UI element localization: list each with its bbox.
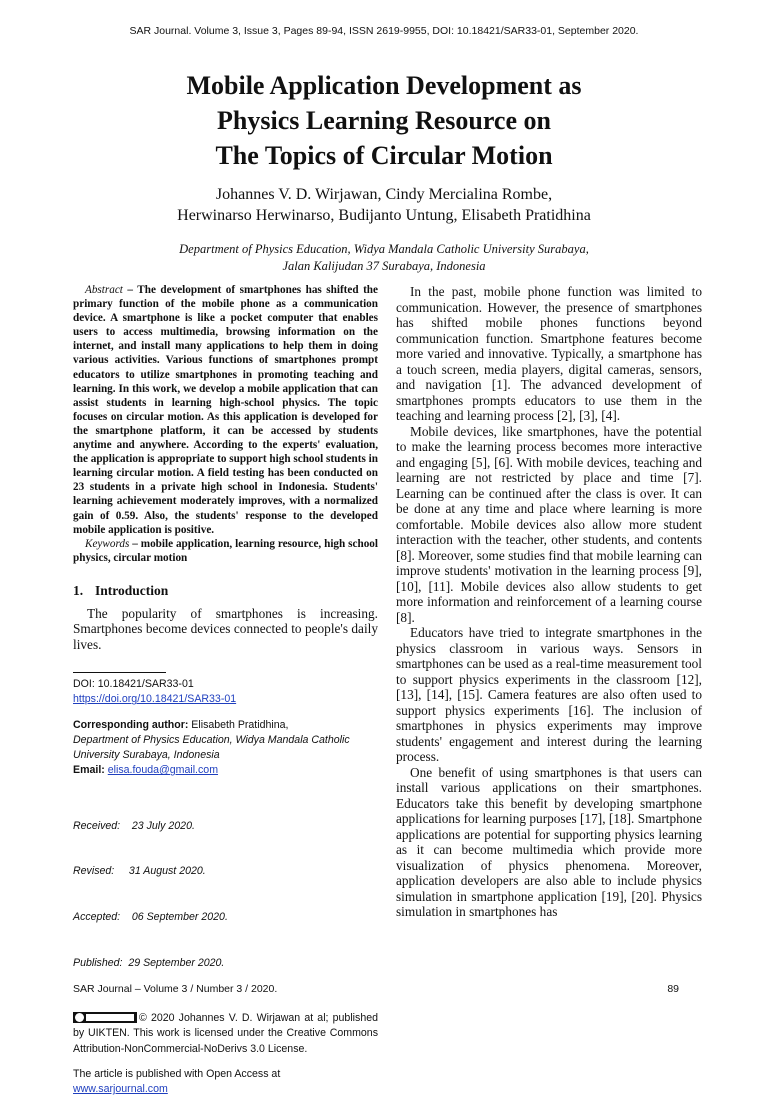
body-paragraph: Mobile devices, like smartphones, have the potential to make the learning process becomes more interactive and engaging [5], [6]. With mobile devices, teaching and learning are not restricted by place and time [7]. Learning can be continued after the class is over. It can be done at any time and place where learning is more comfortable. Mobile devices also allow more student interaction with the teacher, other students, and contents [8]. Moreover, some studies find that mobile learning can improve students' motivation in the learning process [9], [10], [11]. Mobile devices also allow students to get more information and reinforcement of a learning course [8]. (396, 423, 702, 625)
keywords-label: Keywords (85, 537, 130, 550)
abstract (73, 283, 378, 537)
title-line: Mobile Application Development as (186, 71, 582, 100)
open-access-statement: The article is published with Open Access at (73, 1067, 281, 1080)
license-text (73, 1011, 378, 1057)
email-line (73, 763, 378, 778)
left-column (73, 283, 378, 1097)
paper-title (60, 68, 708, 173)
corresponding-affiliation: Department of Physics Education, Widya Mandala Catholic University Surabaya, Indonesia (73, 733, 350, 761)
abstract-text: – The development of smartphones has shifted the primary function of the mobile phone as a communication device. A smartphone is like a pocket computer that enables users to access multimedia, browsing information on the internet, and install many applications to help them in doing various activities. Various functions of smartphones prompt educators to utilize smartphones in promoting teaching and learning. In this work, we develop a mobile application that can assist students in learning high-school physics. The topic focuses on circular motion. As this application is developed for the smartphone platform, it can be accessed by students anytime and anywhere. According to the experts' evaluation, the application is appropriate to support high school students in learning circular motion. A field testing has been conducted on 23 students in a private high school in Indonesia. Students' learning achievement moderately improves, with a normalized gain of 0.59. Also, the students' response to the developed mobile application is positive. (73, 284, 378, 536)
received-date: Received: 23 July 2020. (73, 819, 195, 832)
section-heading (73, 583, 378, 599)
affiliation-line: Department of Physics Education, Widya Mandala Catholic University Surabaya, (179, 242, 589, 256)
corresponding-label: Corresponding author: (73, 718, 189, 731)
journal-header: SAR Journal. Volume 3, Issue 3, Pages 89-94, ISSN 2619-9955, DOI: 10.18421/SAR33-01, September 2020. (129, 25, 639, 37)
body-paragraph: In the past, mobile phone function was limited to communication. However, the presence of smartphones has shifted mobile phones functions beyond communication function. Smartphone features become more varied and innovative. Typically, a smartphone has a touch screen, media players, digital cameras, sensors, and navigation [1]. The advanced development of smartphones prompts educators to use them in the teaching and learning process [2], [3], [4]. (396, 284, 702, 423)
section-number: 1. (73, 582, 84, 598)
affiliation (60, 241, 708, 275)
footnote-block (73, 677, 378, 1097)
affiliation-line: Jalan Kalijudan 37 Surabaya, Indonesia (282, 259, 486, 273)
body-paragraph: Educators have tried to integrate smartphones in the physics classroom in various ways. Sensors in smartphones can be used as a real-time measurement tool to support physics experiments in the classroom [12], [13], [14], [15]. Camera features are also often used to support physics experiments [16]. The inclusion of smartphones in physics experiments may improve students' engagement and interest during the learning process. (396, 625, 702, 764)
author-list (60, 184, 708, 226)
page-number: 89 (667, 983, 679, 995)
body-paragraph: One benefit of using smartphones is that users can install various applications on their smartphones. Educators take this benefit by developing smartphone applications for learning purposes [17], [18]. Smartphone applications are potential for supporting physics learning as it can become multimedia which provide more visualization of physics phenomena. Moreover, application developers are also able to include physics simulation in smartphone application [19], [20]. Physics simulation in smartphones has (396, 764, 702, 919)
author-line: Johannes V. D. Wirjawan, Cindy Mercialina Rombe, (215, 186, 553, 203)
email-label: Email: (73, 764, 105, 777)
date-history (73, 788, 378, 1001)
journal-link-line (73, 1082, 378, 1097)
intro-paragraph: The popularity of smartphones is increasing. Smartphones become devices connected to people's daily lives. (73, 605, 378, 652)
doi-text: DOI: 10.18421/SAR33-01 (73, 678, 194, 691)
author-line: Herwinarso Herwinarso, Budijanto Untung, Elisabeth Pratidhina (177, 207, 591, 224)
section-title: Introduction (95, 582, 169, 598)
journal-link[interactable]: www.sarjournal.com (73, 1082, 168, 1095)
title-line: The Topics of Circular Motion (215, 141, 553, 170)
cc-license-icon (73, 1012, 137, 1023)
doi-link-line (73, 692, 378, 707)
keywords-text: – mobile application, learning resource, high school physics, circular motion (73, 537, 378, 564)
abstract-label: Abstract (85, 284, 123, 296)
corresponding-author (73, 718, 378, 733)
license-statement: © 2020 Johannes V. D. Wirjawan at al; published by UIKTEN. This work is licensed under the Creative Commons Attribution-NonCommercial-NoDerivs 3.0 License. (73, 1012, 378, 1055)
corresponding-name: Elisabeth Pratidhina, (188, 718, 289, 731)
title-line: Physics Learning Resource on (217, 106, 551, 135)
keywords (73, 537, 378, 565)
open-access-text (73, 1067, 378, 1082)
right-column (396, 284, 702, 920)
doi-link[interactable]: https://doi.org/10.18421/SAR33-01 (73, 693, 237, 706)
email-link[interactable]: elisa.fouda@gmail.com (107, 764, 219, 777)
footer-journal: SAR Journal – Volume 3 / Number 3 / 2020. (73, 983, 278, 995)
accepted-date: Accepted: 06 September 2020. (73, 910, 228, 923)
revised-date: Revised: 31 August 2020. (73, 865, 206, 878)
footnote-divider (73, 672, 166, 673)
published-date: Published: 29 September 2020. (73, 956, 225, 969)
